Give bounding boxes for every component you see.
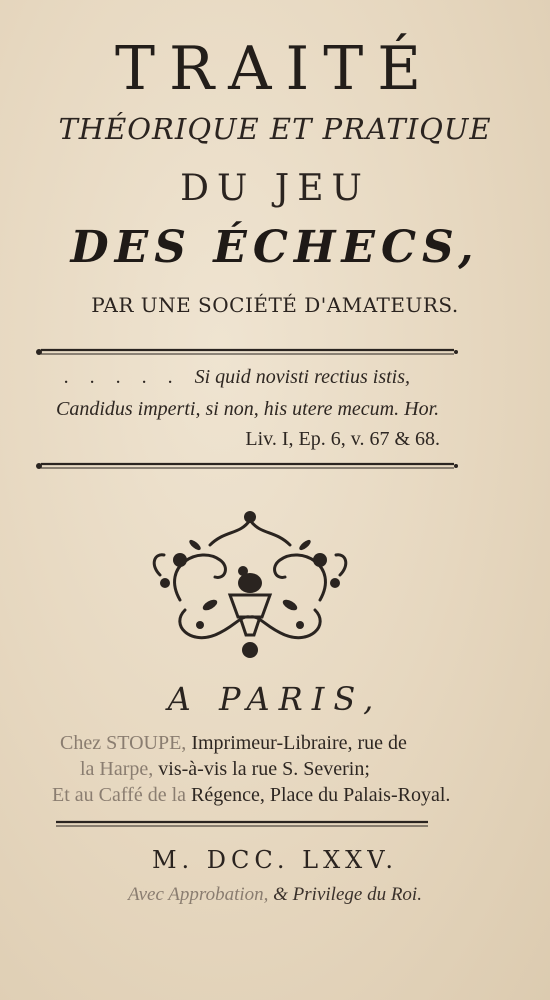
privilege-line bbox=[0, 884, 550, 906]
privilege-text: & Privilege du Roi. bbox=[268, 884, 422, 905]
title-du-jeu: DU JEU bbox=[180, 168, 370, 209]
approbation-faded: Avec Approbation, bbox=[128, 884, 269, 905]
epigraph-citation: Liv. I, Ep. 6, v. 67 & 68. bbox=[245, 428, 440, 450]
epigraph-line-1 bbox=[64, 366, 410, 389]
publisher-line-3 bbox=[52, 784, 450, 807]
epigraph-ellipsis: . . . . . bbox=[63, 366, 181, 388]
publisher-name-faded: Chez STOUPE, bbox=[60, 732, 187, 754]
title-des-echecs: DES ÉCHECS, bbox=[70, 222, 480, 273]
publisher-line-1-text: Imprimeur-Libraire, rue de bbox=[186, 732, 407, 754]
floral-basket-ornament-icon bbox=[140, 505, 360, 665]
publisher-line-2 bbox=[80, 758, 370, 781]
title-theorique: THÉORIQUE ET PRATIQUE bbox=[58, 112, 492, 146]
publisher-cafe-faded: Et au Caffé de la bbox=[52, 784, 187, 806]
imprint-city: A PARIS, bbox=[167, 680, 383, 718]
bottom-divider-rule bbox=[35, 460, 460, 472]
publisher-line-1 bbox=[60, 732, 407, 755]
imprint-divider-rule bbox=[56, 818, 428, 830]
publisher-line-3-text: Régence, Place du Palais-Royal. bbox=[186, 784, 451, 806]
publisher-line-2-text: vis-à-vis la rue S. Severin; bbox=[153, 758, 370, 780]
publication-date: M. DCC. LXXV. bbox=[151, 846, 399, 874]
publisher-street-faded: la Harpe, bbox=[80, 758, 154, 780]
epigraph-line-2: Candidus imperti, si non, his utere mecum. Hor. bbox=[56, 398, 440, 420]
epigraph-text-1: Si quid novisti rectius istis, bbox=[194, 366, 410, 388]
top-divider-rule bbox=[35, 346, 460, 358]
author-line: PAR UNE SOCIÉTÉ D'AMATEURS. bbox=[91, 293, 459, 317]
title-traite: TRAITÉ bbox=[114, 34, 436, 104]
